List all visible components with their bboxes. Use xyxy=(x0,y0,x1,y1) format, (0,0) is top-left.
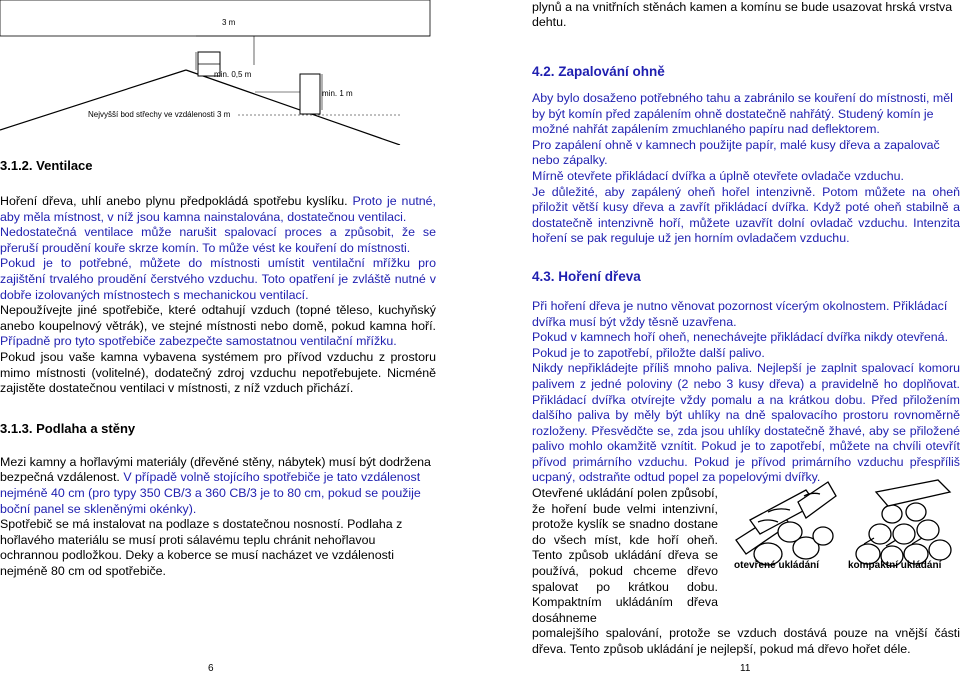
diagram-label-highest: Nejvyšší bod střechy ve vzdálenosti 3 m xyxy=(88,110,231,119)
figure-label-open: otevřené ukládání xyxy=(734,560,820,571)
paragraph: plynů a na vnitřních stěnách kamen a komínu se bude usazovat hrská vrstva dehtu. xyxy=(532,0,953,29)
paragraph: Nepoužívejte jiné spotřebiče, které odtahují vzduch (topné těleso, kuchyňský anebo koupelnový větrák), ve stejné místnosti nebo domě, pokud kamna hoří. Případně pro tyto spotřebiče zabezpečte samostatnou ventilační mřížku. xyxy=(0,303,436,349)
paragraph: Mezi kamny a hořlavými materiály (dřevěné stěny, nábytek) musí být dodržena bezpečná vzdálenost. V případě volně stojícího spotřebiče je tato vzdálenost nejméně 40 cm (pro typy 350 CB/3 a 360 CB/3 je to 80 cm, pokud se použije boční panel se skleněnými okénky). xyxy=(0,454,431,516)
paragraph: Aby bylo dosaženo potřebného tahu a zabránilo se kouření do místnosti, měl by být komín před zapálením ohně dostatečně nahřátý. Studený komín je možné nahřát zapálením zmuchlaného papíru nad deflektorem. xyxy=(532,91,953,137)
open-stack-logs xyxy=(736,482,836,565)
diagram-label-min1: min. 1 m xyxy=(322,89,353,98)
roof-right-slope xyxy=(186,70,400,145)
section-heading-ventilace: 3.1.2. Ventilace xyxy=(0,158,93,173)
paragraph: Je důležité, aby zapálený oheň hořel intenzivně. Potom můžete na oheň přiložit větší kusy dřeva a zavřít přikládací dvířka. Když poté oheň stabilně a dostatečně intenzivně hoří, můžete uzavřít dolní ovladač vzduchu. Intenzita hoření se pak reguluje už jen horním ovladačem vzduchu. xyxy=(532,184,960,246)
diagram-label-min05: min. 0,5 m xyxy=(214,70,252,79)
paragraph: Nikdy nepřikládejte příliš mnoho paliva. Nejlepší je zaplnit spalovací komoru palivem z jedné poloviny (2 nebo 3 kusy dřeva) a pravidelně ho doplňovat. Přikládací dvířka otvírejte vždy pomalu a na krátkou dobu. Před přiložením dalšího paliva by měly být uhlíky na dně spalovacího prostoru rovnoměrně rozloženy. Přesvědčte se, zda jsou uhlíky dostatečně žhavé, aby se přiložené palivo mohlo okamžitě vznítit. Pokud je to zapotřebí, můžete na chvíli otevřít přívod primárního vzduchu. Pokud je přívod primárního vzduchu přespříliš ucpaný, odstraňte odtud popel za popelovými dvířky. xyxy=(532,361,960,485)
section-heading-horeni: 4.3. Hoření dřeva xyxy=(532,268,641,284)
diagram-top-box xyxy=(0,0,430,36)
paragraph: Pokud v kamnech hoří oheň, nenechávejte přikládací dvířka nikdy otevřená. Pokud je to zapotřebí, přiložte další palivo. xyxy=(532,330,949,360)
chimney-right xyxy=(300,74,320,114)
page-number-right: 11 xyxy=(740,663,751,674)
paragraph: Při hoření dřeva je nutno věnovat pozornost vícerým okolnostem. Přikládací dvířka musí být vždy těsně uzavřena. xyxy=(532,298,948,329)
figure-label-compact: kompaktní ukládání xyxy=(848,560,942,571)
paragraph: Pro zapálení ohně v kamnech použijte papír, malé kusy dřeva a zapalovač nebo zápalky. xyxy=(532,137,940,168)
paragraph-wrap: Otevřené ukládání polen způsobí, že hoření bude velmi intenzivní, protože kyslík se snadno dostane do všech míst, kde hoří oheň. Tento způsob ukládání dřeva se používá, pokud chceme dřevo spalovat po krátkou dobu. Kompaktním ukládáním dřeva dosáhneme xyxy=(532,486,718,625)
compact-stack-logs xyxy=(856,480,951,566)
roof-left-slope xyxy=(0,70,186,130)
page-number-left: 6 xyxy=(208,663,214,674)
paragraph-continuation: pomalejšího spalování, protože se vzduch dostává pouze na vnější části dřeva. Tento způsob ukládání je nejlepší, pokud má dřevo hořet déle. xyxy=(532,626,960,656)
paragraph: Hoření dřeva, uhlí anebo plynu předpokládá spotřebu kyslíku. Proto je nutné, aby měla místnost, v níž jsou kamna nainstalována, dostatečnou ventilaci. xyxy=(0,194,436,224)
section-heading-zapalovani: 4.2. Zapalování ohně xyxy=(532,64,665,79)
paragraph: Pokud jsou vaše kamna vybavena systémem pro přívod vzduchu z prostoru mimo místnosti (volitelné), dodatečný zdroj vzduchu nepotřebujete. Nicméně zajistěte dostatečnou ventilaci v místnosti, z níž vzduch přichází. xyxy=(0,349,436,396)
section-heading-podlaha: 3.1.3. Podlaha a stěny xyxy=(0,420,136,436)
paragraph: Nedostatečná ventilace může narušit spalovací proces a způsobit, že se přeruší proudění kouře skrze komín. To může vést ke kouření do místnosti. xyxy=(0,225,436,255)
paragraph: Mírně otevřete přikládací dvířka a úplně otevřete ovladače vzduchu. xyxy=(532,168,904,183)
paragraph: Spotřebič se má instalovat na podlaze s dostatečnou nosností. Podlaha z hořlavého materiálu se musí proti sálavému teplu chránit nehořlavou ochrannou podložkou. Deky a koberce se musí nacházet ve vzdálenosti nejméně 80 cm od spotřebiče. xyxy=(0,517,403,578)
left-column xyxy=(0,158,436,579)
diagram-label-3m: 3 m xyxy=(222,18,236,27)
paragraph: Pokud je to potřebné, můžete do místnosti umístit ventilační mřížku pro zajištění trvalého proudění čerstvého vzduchu. Toto opatření je zvláště nutné v dobře izolovaných místnostech s mechanickou ventilací. xyxy=(0,256,436,302)
